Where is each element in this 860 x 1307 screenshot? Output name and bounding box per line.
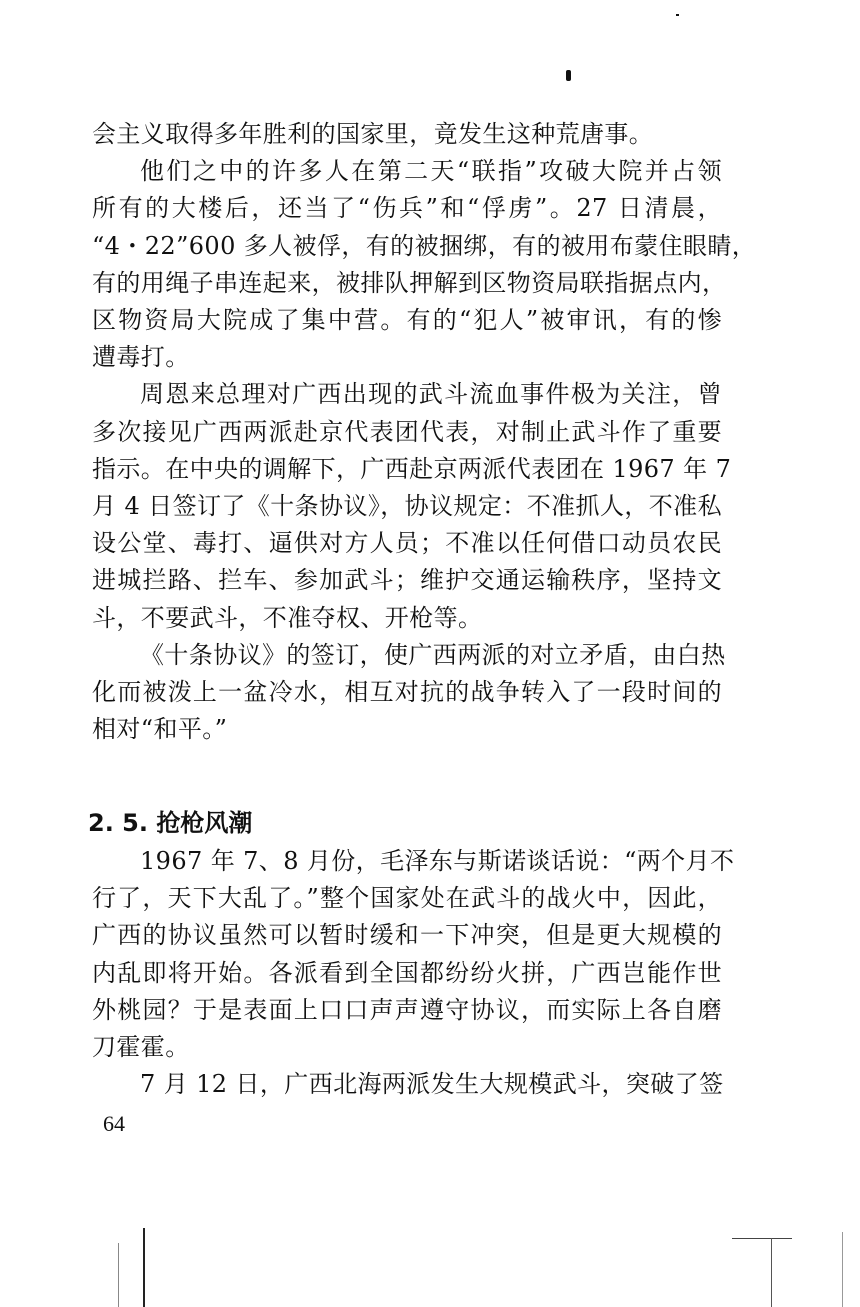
text-line: “4・22”600 多人被俘，有的被捆绑，有的被用布蒙住眼睛， xyxy=(92,231,757,260)
text-line: 进城拦路、拦车、参加武斗；维护交通运输秩序，坚持文 xyxy=(92,566,722,595)
text-line: 《十条协议》的签订，使广西两派的对立矛盾，由白热 xyxy=(140,640,726,669)
binding-edge-line xyxy=(143,1228,145,1307)
body-text-section xyxy=(92,843,735,1103)
text-line: 相对“和平。” xyxy=(92,715,228,744)
section-heading: 2. 5. 抢枪风潮 xyxy=(88,809,253,837)
text-line: 设公堂、毒打、逼供对方人员；不准以任何借口动员农民 xyxy=(92,529,722,558)
text-line: 有的用绳子串连起来，被排队押解到区物资局联指据点内， xyxy=(92,268,727,297)
scan-speck xyxy=(566,70,571,81)
body-text-top xyxy=(92,116,757,748)
text-line: 刀霍霍。 xyxy=(92,1033,190,1062)
binding-edge-line xyxy=(118,1243,119,1307)
text-line: 会主义取得多年胜利的国家里，竟发生这种荒唐事。 xyxy=(92,120,654,148)
text-line: 指示。在中央的调解下，广西赴京两派代表团在 1967 年 7 xyxy=(92,454,732,483)
binding-edge-line xyxy=(842,1232,843,1307)
binding-edge-line xyxy=(771,1238,772,1307)
text-line: 外桃园？于是表面上口口声声遵守协议，而实际上各自磨 xyxy=(92,995,722,1024)
text-line: 所有的大楼后，还当了“伤兵”和“俘虏”。27 日清晨， xyxy=(92,194,722,223)
text-line: 遭毒打。 xyxy=(92,343,190,372)
text-line: 内乱即将开始。各派看到全国都纷纷火拼，广西岂能作世 xyxy=(92,958,722,987)
scan-speck xyxy=(676,14,679,16)
binding-edge-line xyxy=(732,1238,792,1239)
text-line: 多次接见广西两派赴京代表团代表，对制止武斗作了重要 xyxy=(92,417,722,446)
text-line: 斗，不要武斗，不准夺权、开枪等。 xyxy=(92,603,483,632)
text-line: 周恩来总理对广西出现的武斗流血事件极为关注，曾 xyxy=(140,380,722,409)
text-line: 他们之中的许多人在第二天“联指”攻破大院并占领 xyxy=(140,157,722,186)
text-line: 化而被泼上一盆冷水，相互对抗的战争转入了一段时间的 xyxy=(92,678,722,707)
text-line: 区物资局大院成了集中营。有的“犯人”被审讯，有的惨 xyxy=(92,306,722,335)
page-number: 64 xyxy=(103,1111,125,1136)
text-line: 月 4 日签订了《十条协议》，协议规定：不准抓人，不准私 xyxy=(92,492,722,521)
text-line: 1967 年 7、8 月份，毛泽东与斯诺谈话说：“两个月不 xyxy=(140,847,735,875)
text-line: 广西的协议虽然可以暂时缓和一下冲突，但是更大规模的 xyxy=(92,921,722,950)
text-line: 行了，天下大乱了。”整个国家处在武斗的战火中，因此， xyxy=(92,884,722,913)
text-line: 7 月 12 日，广西北海两派发生大规模武斗，突破了签 xyxy=(140,1070,724,1099)
